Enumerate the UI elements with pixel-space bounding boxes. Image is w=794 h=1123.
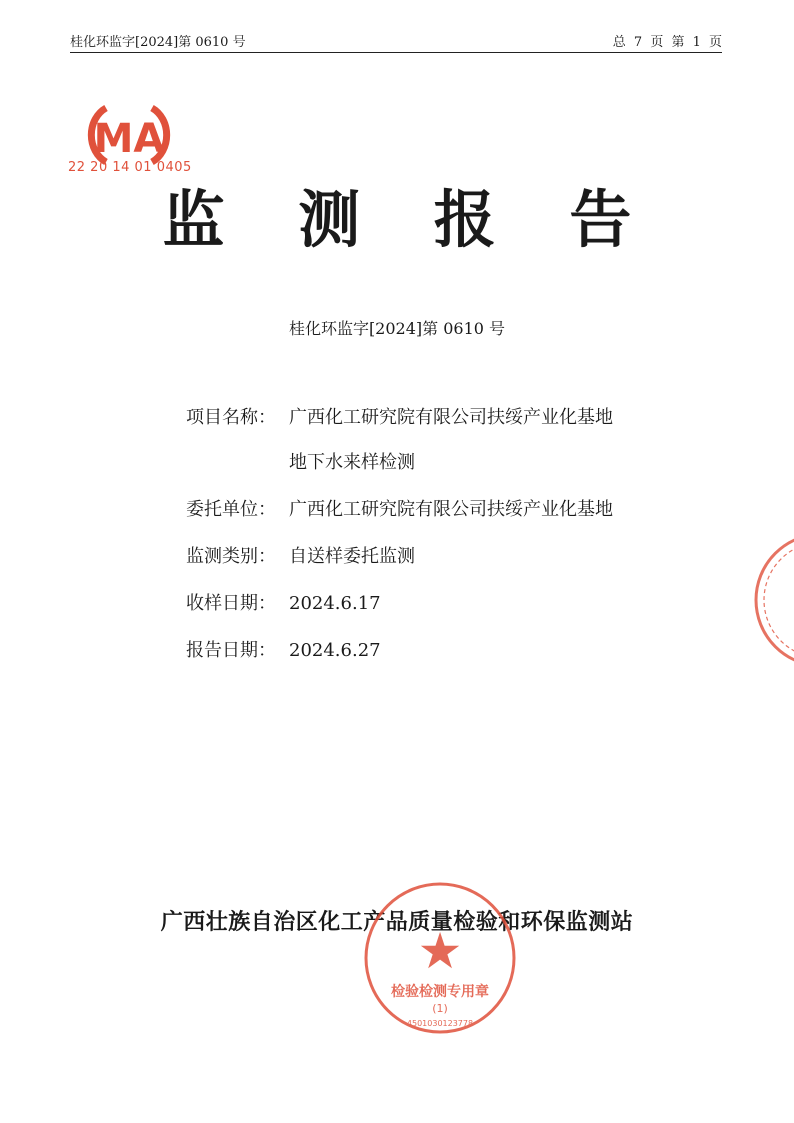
field-type <box>186 544 706 570</box>
official-seal <box>360 878 520 1038</box>
field-report-value: 2024.6.27 <box>289 640 381 661</box>
field-project-line1: 广西化工研究院有限公司扶绥产业化基地 <box>289 407 613 428</box>
seal-inner-text: 检验检测专用章 <box>391 984 489 1000</box>
seal-star: ★ <box>417 922 463 980</box>
report-number: 桂化环监字[2024]第 0610 号 <box>288 319 506 338</box>
field-project-label: 项目名称： <box>186 407 276 428</box>
field-client-label: 委托单位： <box>186 499 276 520</box>
header-report-number: 桂化环监字[2024]第 0610 号 <box>70 35 246 50</box>
field-project-line2: 地下水来样检测 <box>289 452 415 473</box>
seal-index: (1) <box>432 1002 448 1015</box>
report-fields <box>186 405 706 685</box>
page-header <box>70 34 722 53</box>
field-report-date <box>186 638 706 664</box>
page-title: 监 测 报 告 <box>162 183 658 256</box>
cma-number: 22 20 14 01 0405 <box>68 160 192 175</box>
header-page-info: 总 7 页 第 1 页 <box>612 35 722 50</box>
field-client-value: 广西化工研究院有限公司扶绥产业化基地 <box>289 499 613 520</box>
field-received-label: 收样日期： <box>186 593 276 614</box>
field-received-date <box>186 591 706 617</box>
field-project-value <box>289 405 706 476</box>
field-received-value: 2024.6.17 <box>289 593 381 614</box>
organization-name: 广西壮族自治区化工产品质量检验和环保监测站 <box>160 910 634 935</box>
seal-code: 4501030123778 <box>406 1019 474 1028</box>
field-type-label: 监测类别： <box>186 546 276 567</box>
field-client <box>186 497 706 523</box>
side-seal <box>748 530 794 670</box>
field-type-value: 自送样委托监测 <box>289 546 415 567</box>
cma-logo-text: MA <box>93 116 165 162</box>
field-report-label: 报告日期： <box>186 640 276 661</box>
field-project <box>186 405 706 476</box>
